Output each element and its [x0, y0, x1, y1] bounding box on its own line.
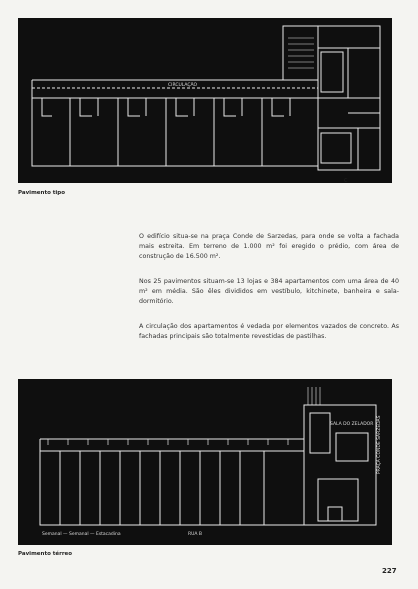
- caption-ground-floor: Pavimento térreo: [18, 551, 73, 557]
- legend-label: Semanal — Semanal — Estacadina: [42, 532, 121, 537]
- paragraph-facade: A circulação dos apartamentos é vedada por elementos vazados de concreto. As fachadas principais são totalmente revestidas de pastilhas.: [139, 323, 399, 341]
- room-label: SALA DO ZELADOR: [330, 422, 374, 427]
- caption-typical-floor: Pavimento tipo: [18, 190, 65, 196]
- floor-plan-typical: [18, 18, 392, 183]
- floor-plan-ground: [18, 379, 392, 545]
- plan-letter: C: [344, 178, 348, 183]
- paragraph-location: O edifício situa-se na praça Conde de Sarzedas, para onde se volta a fachada mais estreita. Em terreno de 1.000 m² foi eregido o prédio, com área de construção de 16.500 m².: [139, 233, 399, 261]
- street-label: PRAÇA CONDE SARZEDAS: [377, 415, 382, 474]
- ground-floor-drawing: [18, 379, 392, 545]
- street-b-label: RUA B: [188, 532, 203, 537]
- typical-floor-drawing: [18, 18, 392, 183]
- paragraph-apartments: Nos 25 pavimentos situam-se 13 lojas e 384 apartamentos com uma área de 40 m² em média. São êles divididos em vestíbulo, kitchinete, banheira e sala-dormitório.: [139, 278, 399, 306]
- page-number: 227: [382, 567, 397, 575]
- corridor-label: CIRCULAÇÃO: [168, 83, 198, 88]
